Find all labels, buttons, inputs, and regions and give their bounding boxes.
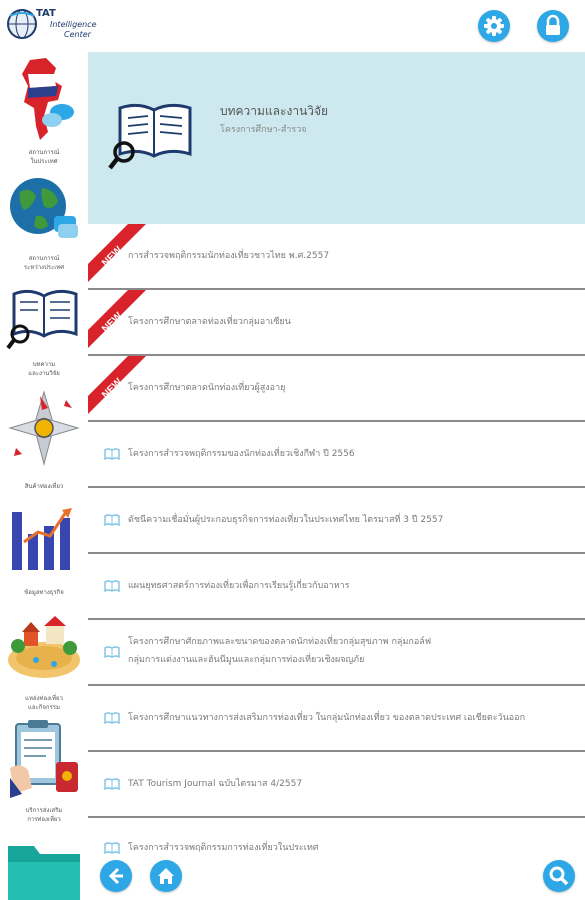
sidebar-item-articles[interactable] [0, 288, 88, 388]
new-badge-label: NEW [100, 310, 125, 335]
sidebar-label-attractions: แหล่งท่องเที่ยว และกิจกรรม [25, 695, 63, 711]
list-item[interactable] [88, 554, 585, 620]
settings-button[interactable] [478, 10, 510, 42]
book-icon [104, 646, 120, 658]
home-icon [150, 860, 182, 892]
arrow-left-icon [100, 860, 132, 892]
list-item[interactable] [88, 290, 585, 356]
book-icon [104, 842, 120, 854]
list-item-text: ดัชนีความเชื่อมั่นผู้ประกอบธุรกิจการท่องเที่ยวในประเทศไทย ไตรมาสที่ 3 ปี 2557 [128, 515, 444, 525]
back-button[interactable] [100, 860, 132, 892]
sidebar-item-business[interactable] [0, 498, 88, 608]
list-item-text: แผนยุทธศาสตร์การท่องเที่ยวเพื่อการเรียนรู้เกี่ยวกับอาหาร [128, 581, 350, 591]
book-icon [104, 580, 120, 592]
lock-button[interactable] [537, 10, 569, 42]
new-badge-label: NEW [100, 376, 125, 401]
sidebar-item-products[interactable] [0, 388, 88, 498]
home-button[interactable] [150, 860, 182, 892]
list-item[interactable] [88, 752, 585, 818]
list-item-text: โครงการสำรวจพฤติกรรมของนักท่องเที่ยวเชิงกีฬา ปี 2556 [128, 449, 355, 459]
page-title: บทความและงานวิจัย [220, 104, 329, 118]
list-item-text: โครงการสำรวจพฤติกรรมการท่องเที่ยวในประเทศ [128, 843, 319, 853]
book-icon [104, 778, 120, 790]
sidebar-item-attractions[interactable] [0, 608, 88, 718]
sidebar-item-domestic[interactable] [0, 56, 88, 172]
sidebar-label-international: สถานการณ์ ระหว่างประเทศ [23, 255, 65, 271]
new-badge-label: NEW [100, 244, 125, 269]
sidebar-label-articles: บทความ และงานวิจัย [28, 361, 60, 377]
logo-text-intelligence: Intelligence [50, 20, 97, 29]
sidebar-label-products: สินค้าท่องเที่ยว [24, 483, 64, 490]
map-island-icon [6, 608, 82, 682]
list-item[interactable] [88, 488, 585, 554]
book-icon [104, 514, 120, 526]
list-item-text: TAT Tourism Journal ฉบับไตรมาส 4/2557 [128, 779, 303, 789]
book-icon [104, 448, 120, 460]
lock-icon [537, 10, 569, 42]
list-item-text: การสำรวจพฤติกรรมนักท่องเที่ยวชาวไทย พ.ศ.2557 [128, 251, 330, 261]
logo-text-center: Center [64, 30, 91, 39]
list-item-text: โครงการศึกษาศักยภาพและขนาดของตลาดนักท่องเที่ยวกลุ่มสุขภาพ กลุ่มกอล์ฟ [128, 637, 432, 647]
sidebar [0, 52, 88, 900]
globe-icon [6, 172, 82, 248]
list-item-text: โครงการศึกษาตลาดนักท่องเที่ยวผู้สูงอายุ [128, 383, 286, 393]
sidebar-label-services: บริการส่งเสริม การท่องเที่ยว [25, 807, 63, 823]
list-item-text: โครงการศึกษาตลาดท่องเที่ยวกลุ่มอาเซียน [128, 317, 291, 327]
book-search-icon [108, 102, 194, 170]
sidebar-label-domestic: สถานการณ์ ในประเทศ [28, 149, 60, 165]
sidebar-item-international[interactable] [0, 172, 88, 288]
list-item-text: โครงการศึกษาแนวทางการส่งเสริมการท่องเที่ยว ในกลุ่มนักท่องเที่ยว ของตลาดประเทศ เอเชียตะวันออก [128, 713, 526, 723]
tat-logo [6, 6, 98, 46]
page-subtitle: โครงการศึกษา-สำรวจ [220, 125, 307, 135]
search-icon [543, 860, 575, 892]
section-header [88, 52, 585, 224]
sidebar-item-folder[interactable] [0, 828, 88, 900]
gear-icon [478, 10, 510, 42]
thailand-map-icon [6, 56, 82, 142]
folder-icon [6, 836, 82, 900]
logo-text-tat: TAT [36, 8, 56, 19]
list-item[interactable] [88, 620, 585, 686]
list-item[interactable] [88, 356, 585, 422]
clipboard-passport-icon [6, 718, 82, 798]
sidebar-item-services[interactable] [0, 718, 88, 828]
article-list [88, 224, 585, 864]
sidebar-label-business: ข้อมูลทางธุรกิจ [24, 589, 64, 596]
list-item[interactable] [88, 422, 585, 488]
book-icon [104, 712, 120, 724]
list-item[interactable] [88, 224, 585, 290]
book-search-icon [6, 288, 82, 350]
list-item-text-line2: กลุ่มการแต่งงานและฮันนีมูนและกลุ่มการท่องเที่ยวเชิงผจญภัย [128, 655, 365, 665]
bar-chart-icon [6, 504, 82, 574]
compass-icon [6, 388, 82, 468]
list-item[interactable] [88, 686, 585, 752]
search-button[interactable] [543, 860, 575, 892]
